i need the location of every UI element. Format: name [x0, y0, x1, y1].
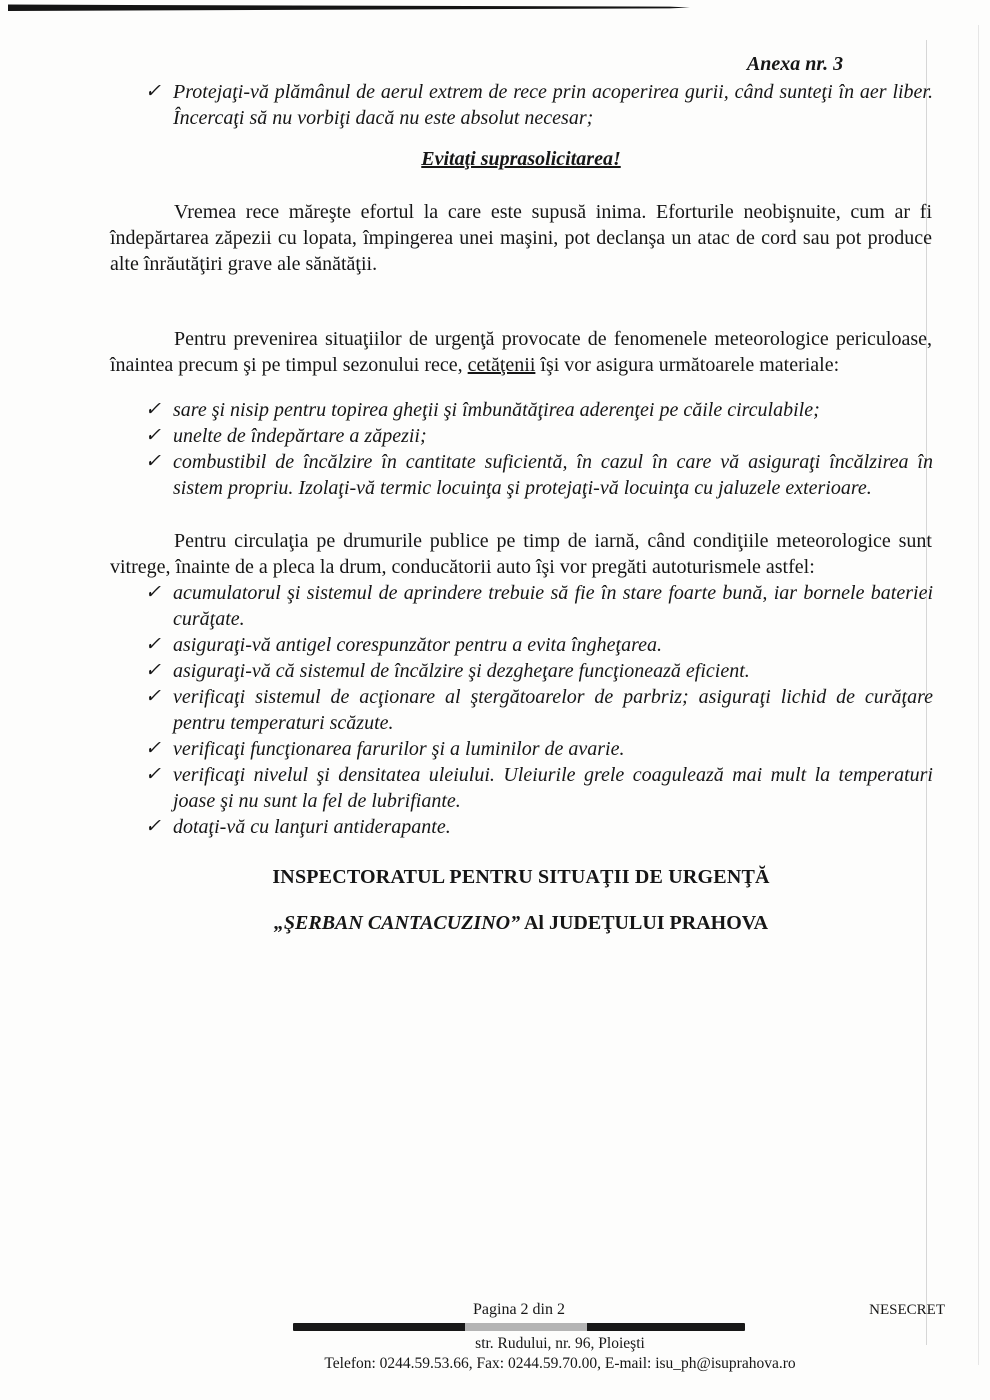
checkmark-icon: ✓	[145, 451, 161, 472]
checkmark-icon: ✓	[145, 764, 161, 785]
overexertion-heading-text: Evitaţi suprasolicitarea!	[421, 148, 621, 170]
materials-item-text: sare şi nisip pentru topirea gheţii şi îmbunătăţirea aderenţei pe căile circulabile;	[173, 399, 820, 421]
vehicle-item-text: acumulatorul şi sistemul de aprindere trebuie să fie în stare foarte bună, iar bornele bateriei curăţate.	[173, 582, 933, 630]
footer-address-block	[240, 1334, 880, 1374]
scan-fold-line-faint	[978, 25, 979, 1365]
org-name-line1: INSPECTORATUL PENTRU SITUAŢII DE URGENŢĂ	[272, 866, 770, 888]
list-item	[145, 580, 933, 632]
footer-page-indicator: Pagina 2 din 2	[473, 1301, 565, 1318]
list-item	[145, 658, 933, 684]
footer-divider-bar	[293, 1323, 745, 1331]
vehicle-item-text: dotaţi-vă cu lanţuri antiderapante.	[173, 816, 451, 838]
list-item	[145, 423, 933, 449]
paragraph-prevention-after: îşi vor asigura următoarele materiale:	[535, 354, 840, 376]
list-item	[145, 449, 933, 501]
checkmark-icon: ✓	[145, 582, 161, 603]
list-item	[145, 762, 933, 814]
vehicle-item-text: verificaţi sistemul de acţionare al ştergătoarelor de parbriz; asiguraţi lichid de curăţare pentru temperaturi scăzute.	[173, 686, 933, 734]
vehicle-item-text: verificaţi funcţionarea farurilor şi a luminilor de avarie.	[173, 738, 625, 760]
intro-bullet-text: Protejaţi-vă plămânul de aerul extrem de rece prin acoperirea gurii, când sunteţi în aer liber. Încercaţi să nu vorbiţi dacă nu este absolut necesar;	[173, 81, 933, 129]
checkmark-icon: ✓	[145, 660, 161, 681]
vehicle-item-text: asiguraţi-vă antigel corespunzător pentru a evita îngheţarea.	[173, 634, 663, 656]
annex-label: Anexa nr. 3	[746, 53, 844, 75]
checkmark-icon: ✓	[145, 634, 161, 655]
org-name-rest: Al JUDEŢULUI PRAHOVA	[520, 912, 769, 934]
vehicle-item-text: asiguraţi-vă că sistemul de încălzire şi dezgheţare funcţionează eficient.	[173, 660, 750, 682]
footer-classification: NESECRET	[869, 1302, 945, 1318]
paragraph-driving: Pentru circulaţia pe drumurile publice pe timp de iarnă, când condiţiile meteorologice sunt vitrege, înainte de a pleca la drum, conducătorii auto îşi vor pregăti autoturismele astfel:	[110, 530, 932, 578]
footer-contact-line: Telefon: 0244.59.53.66, Fax: 0244.59.70.00, E-mail: isu_ph@isuprahova.ro	[324, 1355, 796, 1372]
overexertion-heading	[110, 148, 932, 171]
vehicle-list	[145, 580, 933, 840]
checkmark-icon: ✓	[145, 738, 161, 759]
scan-artifact-top-line	[8, 4, 690, 11]
list-item	[145, 79, 933, 131]
checkmark-icon: ✓	[145, 686, 161, 707]
paragraph-prevention-before: Pentru prevenirea situaţiilor de urgenţă provocate de fenomenele meteorologice periculoase, înaintea precum şi pe timpul sezonului rece,	[110, 328, 932, 376]
footer-address-line: str. Rudului, nr. 96, Ploieşti	[475, 1335, 645, 1352]
list-item	[145, 814, 933, 840]
vehicle-item-text: verificaţi nivelul şi densitatea uleiului. Uleiurile grele coagulează mai mult la temperaturi joase şi nu sunt la fel de lubrifiante.	[173, 764, 933, 812]
list-item	[145, 632, 933, 658]
org-name-quoted: „ŞERBAN CANTACUZINO”	[273, 912, 521, 934]
paragraph-cold-effort: Vremea rece măreşte efortul la care este supusă inima. Eforturile neobişnuite, cum ar fi îndepărtarea zăpezii cu lopata, împingerea unei maşini, pot declanşa un atac de cord sau pot produce alte înrăutăţiri grave ale sănătăţii.	[110, 201, 932, 275]
checkmark-icon: ✓	[145, 81, 161, 102]
intro-bullet	[145, 79, 933, 131]
materials-list	[145, 397, 933, 501]
list-item	[145, 397, 933, 423]
checkmark-icon: ✓	[145, 816, 161, 837]
checkmark-icon: ✓	[145, 399, 161, 420]
materials-item-text: unelte de îndepărtare a zăpezii;	[173, 425, 427, 447]
paragraph-prevention	[110, 326, 932, 378]
org-name-line2	[110, 912, 932, 935]
list-item	[145, 684, 933, 736]
checkmark-icon: ✓	[145, 425, 161, 446]
underlined-cetatenii: cetăţenii	[467, 354, 536, 376]
list-item	[145, 736, 933, 762]
materials-item-text: combustibil de încălzire în cantitate suficientă, în cazul în care vă asiguraţi încălzirea în sistem propriu. Izolaţi-vă termic locuinţa şi protejaţi-vă locuinţa cu jaluzele exterioare.	[173, 451, 933, 499]
